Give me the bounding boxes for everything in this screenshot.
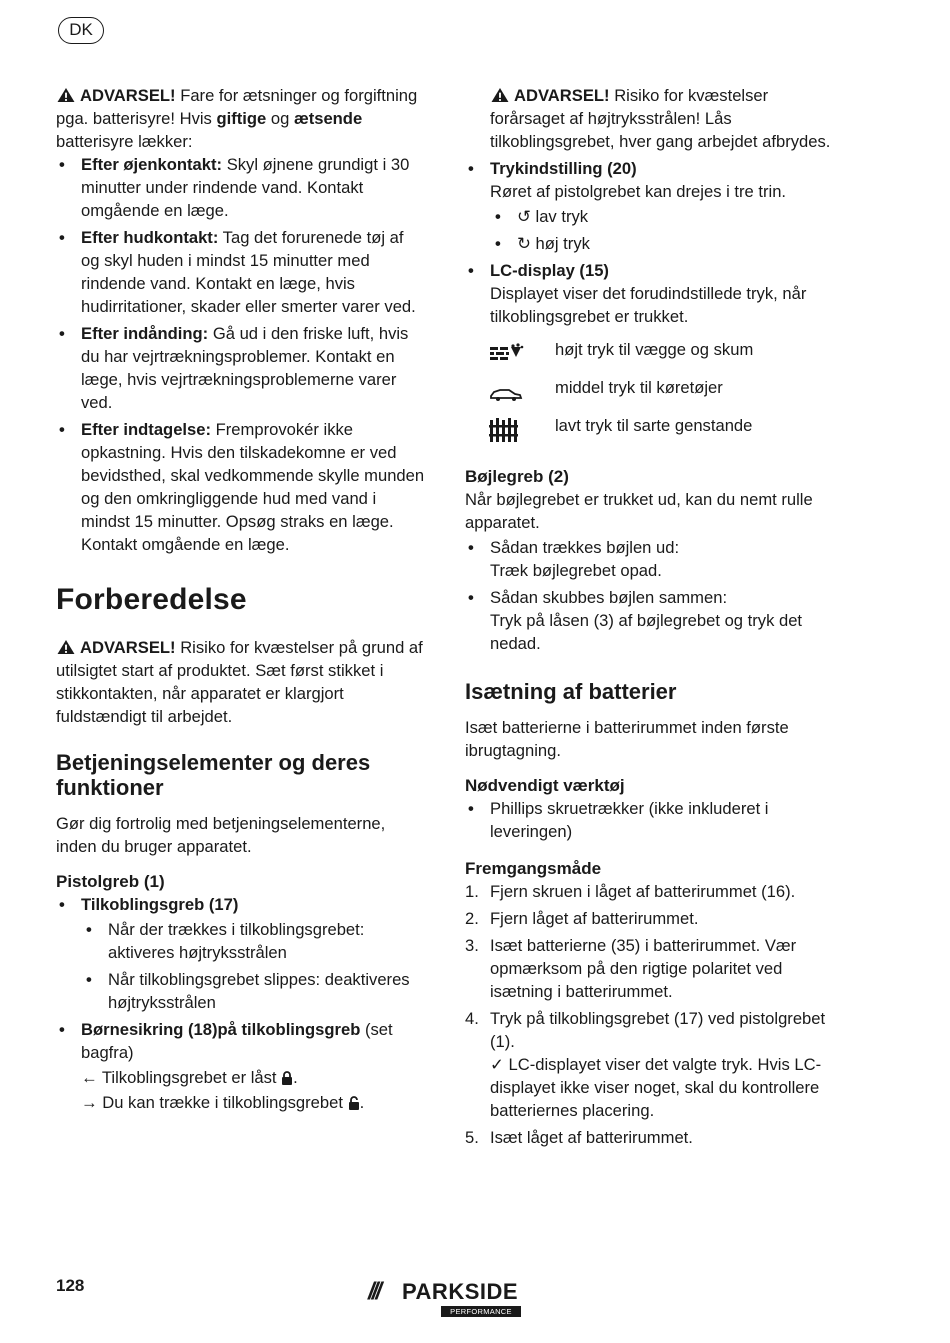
list-item: • Efter hudkontakt: Tag det forurenede tøj af og skyl huden i mindst 15 minutter med rindende vand. Kontakt en læge, hvis hudirritationer, skader eller smerter varer ved. (56, 226, 426, 318)
lock-closed-icon (281, 1071, 293, 1085)
language-badge: DK (58, 17, 104, 44)
section-title-batteries: Isætning af batterier (465, 679, 677, 704)
bow-grip-title: Bøjlegreb (2) (465, 467, 569, 486)
warning-unintended-start: ADVARSEL! Risiko for kvæstelser på grund af utilsigtet start af produktet. Sæt først stikket i stikkontakten, når apparatet er klargjort fuldstændigt til arbejdet. (56, 638, 423, 726)
list-item: • Efter indtagelse: Fremprovokér ikke opkastning. Hvis den tilskadekomne er ved bevidsthed, skal vedkommende skylle munden og den omkringliggende hud med vand i mindst 15 minutter. Opsøg straks en læge. Kontakt omgående en læge. (56, 418, 426, 556)
list-item: • LC-display (15) (465, 259, 835, 282)
warning-icon (56, 639, 76, 655)
page-number: 128 (56, 1276, 85, 1295)
list-item: • Sådan skubbes bøjlen sammen: (465, 586, 835, 609)
battery-intro: Isæt batterierne i batterirummet inden første ibrugtagning. (465, 718, 789, 760)
lock-open-icon (348, 1096, 360, 1110)
procedure-steps (465, 880, 835, 1149)
check-icon: ✓ (490, 1055, 504, 1074)
lc-row: middel tryk til køretøjer (465, 376, 835, 414)
fence-icon (489, 416, 525, 442)
list-item-detail: Træk bøjlegrebet opad. (490, 561, 662, 580)
list-item: • Efter øjenkontakt: Skyl øjnene grundigt i 30 minutter under rindende vand. Kontakt omgående en læge. (56, 153, 426, 222)
arrow-right-icon: → (81, 1093, 98, 1112)
procedure-title: Fremgangsmåde (465, 859, 602, 878)
list-item: • Når der trækkes i tilkoblingsgrebet: aktiveres højtryksstrålen (56, 918, 426, 964)
arrow-left-icon: ← (81, 1068, 98, 1087)
warning-icon (56, 87, 76, 103)
car-icon (489, 384, 525, 404)
parkside-logo: /// PARKSIDE PERFORMANCE (368, 1279, 524, 1319)
left-column (56, 84, 426, 1114)
step-item: 4. Tryk på tilkoblingsgrebet (17) ved pistolgrebet (1). (465, 1009, 826, 1051)
list-item: • Når tilkoblingsgrebet slippes: deaktiveres højtryksstrålen (56, 968, 426, 1014)
list-item: • ↻ høj tryk (465, 232, 835, 255)
list-item: • Phillips skruetrækker (ikke inkluderet i leveringen) (465, 797, 835, 843)
lc-row: højt tryk til vægge og skum (465, 338, 835, 376)
step-result: ✓ LC-displayet viser det valgte tryk. Hvis LC-displayet ikke viser noget, skal du kontrollere batteriernes placering. (490, 1055, 822, 1120)
right-column (465, 84, 835, 1149)
lock-line-unlocked: → Du kan trække i tilkoblingsgrebet . (81, 1093, 365, 1112)
tools-title: Nødvendigt værktøj (465, 776, 625, 795)
first-aid-list (56, 153, 426, 556)
lc-desc: Displayet viser det forudindstillede tryk, når tilkoblingsgrebet er trukket. (490, 284, 807, 326)
lock-line-locked: ← Tilkoblingsgrebet er låst . (81, 1068, 298, 1087)
step-item: 1. Fjern skruen i låget af batterirummet (16). (465, 882, 796, 901)
warning-high-pressure: ADVARSEL! Risiko for kvæstelser forårsaget af højtryksstrålen! Lås tilkoblingsgrebet, hver gang arbejdet afbrydes. (490, 86, 831, 151)
step-item: 3. Isæt batterierne (35) i batterirummet. Vær opmærksom på den rigtige polaritet ved isætning i batterirummet. (465, 936, 797, 1001)
wall-foam-icon (489, 342, 525, 362)
lc-row: lavt tryk til sarte genstande (465, 414, 835, 452)
warning-icon (490, 87, 510, 103)
list-item: • Sådan trækkes bøjlen ud: (465, 536, 835, 559)
section-title-controls: Betjeningselementer og deres funktioner (56, 750, 371, 800)
list-item: • Børnesikring (18)på tilkoblingsgreb (set bagfra) (56, 1018, 426, 1064)
list-item-detail: Tryk på låsen (3) af bøjlegrebet og tryk det nedad. (490, 611, 803, 653)
rotate-ccw-icon: ↺ (517, 207, 531, 226)
step-item: 2. Fjern låget af batterirummet. (465, 909, 699, 928)
warning-battery-acid: ADVARSEL! Fare for ætsninger og forgiftning pga. batterisyre! Hvis giftige og ætsende batterisyre lækker: (56, 86, 418, 151)
pressure-desc: Røret af pistolgrebet kan drejes i tre trin. (490, 182, 787, 201)
rotate-cw-icon: ↻ (517, 234, 531, 253)
list-item: • Tilkoblingsgreb (17) (56, 893, 426, 916)
section-title-preparation: Forberedelse (56, 583, 247, 616)
list-item: • Efter indånding: Gå ud i den friske luft, hvis du har vejrtrækningsproblemer. Kontakt en læge, hvis vejrtrækningsproblemerne varer ved. (56, 322, 426, 414)
list-item: • Trykindstilling (20) (465, 157, 835, 180)
step-item: 5. Isæt låget af batterirummet. (465, 1128, 693, 1147)
bow-desc: Når bøjlegrebet er trukket ud, kan du nemt rulle apparatet. (465, 490, 813, 532)
controls-intro: Gør dig fortrolig med betjeningselementerne, inden du bruger apparatet. (56, 814, 386, 856)
lc-symbol-list (465, 338, 835, 452)
pistol-grip-title: Pistolgreb (1) (56, 872, 165, 891)
list-item: • ↺ lav tryk (465, 205, 835, 228)
